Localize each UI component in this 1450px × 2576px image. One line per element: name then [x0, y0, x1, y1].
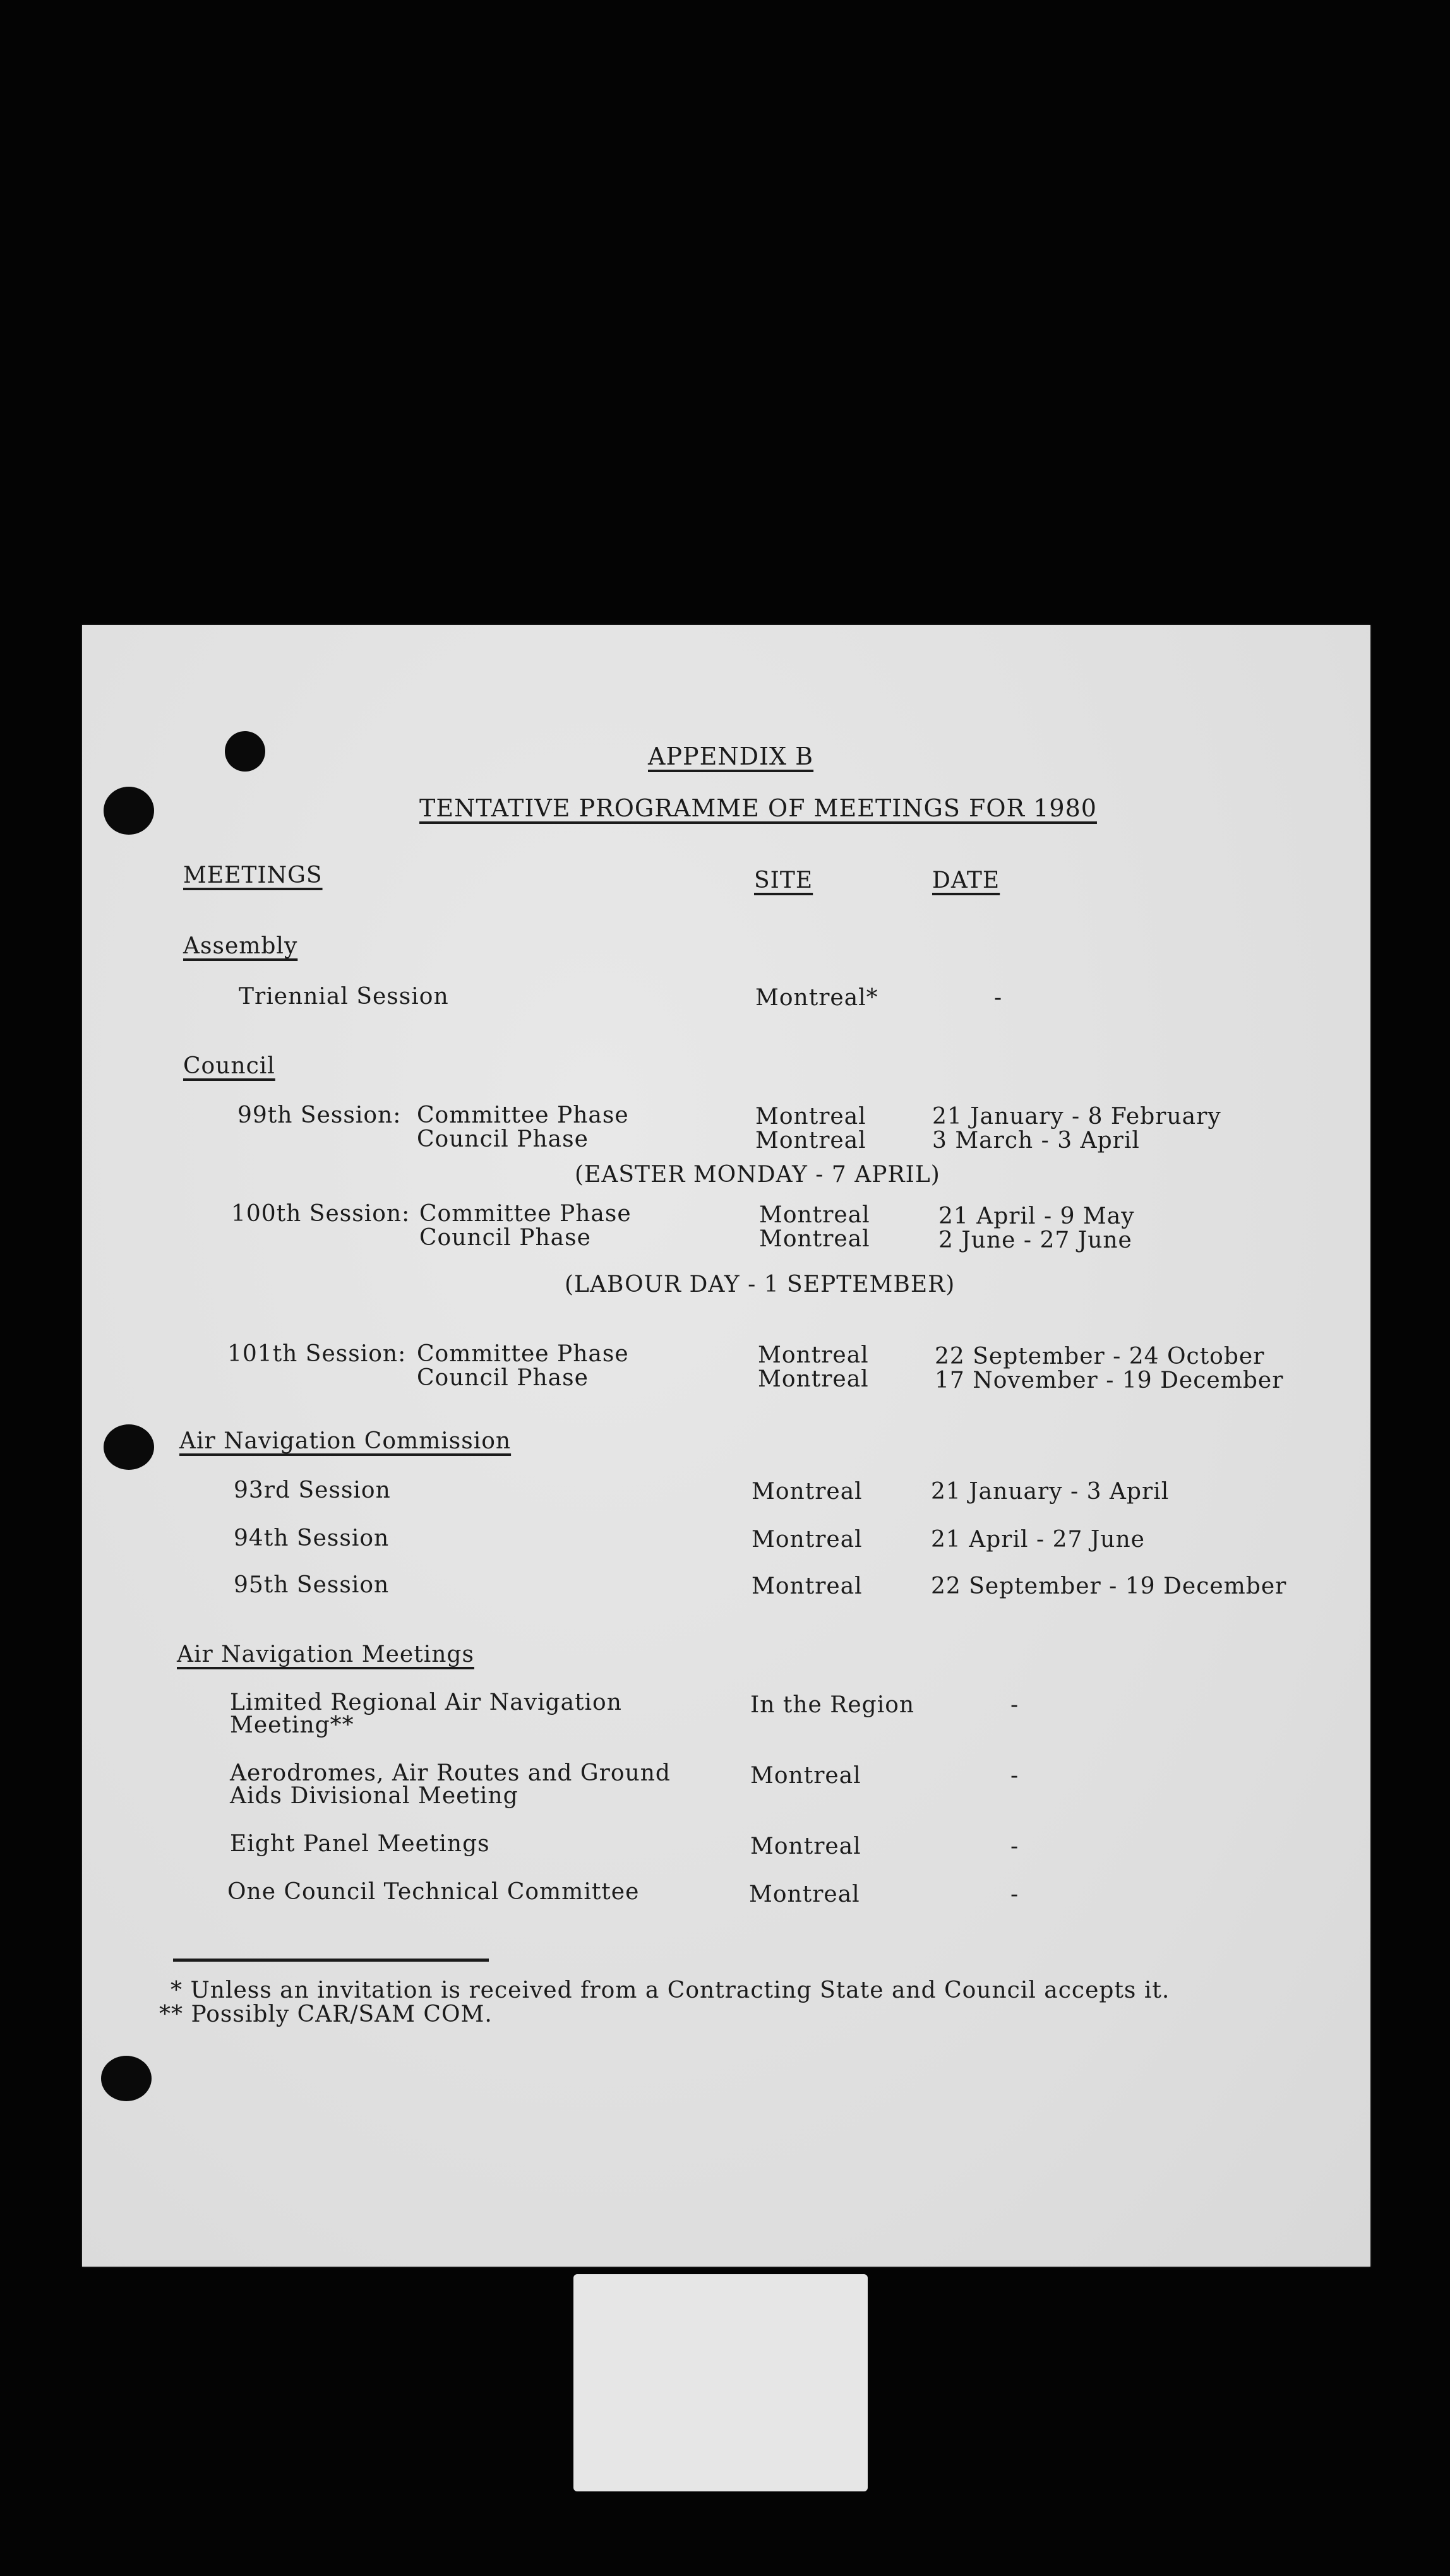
session-label: 100th Session: [231, 1201, 410, 1227]
column-header-date: DATE [932, 868, 1000, 893]
column-header-site: SITE [754, 868, 813, 893]
meeting-date: - [1010, 1881, 1019, 1907]
document-title: TENTATIVE PROGRAMME OF MEETINGS FOR 1980 [419, 794, 1097, 822]
meeting-label: One Council Technical Committee [227, 1879, 640, 1905]
holiday-note: (LABOUR DAY - 1 SEPTEMBER) [565, 1272, 956, 1297]
meeting-date: - [1010, 1834, 1019, 1859]
meeting-site: Montreal [752, 1527, 863, 1553]
section-heading-council: Council [183, 1053, 275, 1079]
meeting-date: 22 September - 24 October [935, 1344, 1265, 1369]
meeting-label-cont: Aids Divisional Meeting [230, 1783, 518, 1809]
section-heading-assembly: Assembly [183, 933, 298, 959]
meeting-date: 21 January - 8 February [932, 1104, 1221, 1130]
section-heading-anc: Air Navigation Commission [179, 1428, 512, 1454]
phase-label: Council Phase [417, 1126, 589, 1152]
meeting-site: Montreal [758, 1366, 869, 1392]
phase-label: Committee Phase [417, 1341, 629, 1367]
punch-hole [101, 2056, 152, 2101]
meeting-site: In the Region [750, 1692, 915, 1718]
punch-hole [104, 1424, 154, 1470]
document-page [82, 625, 1370, 2267]
footnote-1: * Unless an invitation is received from a Contracting State and Council accepts it. [171, 1977, 1170, 2003]
punch-hole [225, 731, 265, 772]
meeting-site: Montreal [750, 1763, 861, 1789]
section-heading-anm: Air Navigation Meetings [177, 1642, 474, 1667]
meeting-date: 2 June - 27 June [938, 1227, 1132, 1253]
meeting-label: 94th Session [234, 1525, 390, 1551]
meeting-label: Limited Regional Air Navigation [230, 1690, 622, 1715]
meeting-site: Montreal [759, 1226, 870, 1252]
session-label: 99th Session: [237, 1102, 402, 1128]
meeting-label: 93rd Session [234, 1477, 391, 1503]
holiday-note: (EASTER MONDAY - 7 APRIL) [575, 1162, 940, 1188]
meeting-label-cont: Meeting** [230, 1712, 354, 1738]
meeting-site: Montreal [755, 1104, 866, 1130]
meeting-date: 3 March - 3 April [932, 1128, 1140, 1154]
meeting-site: Montreal [752, 1479, 863, 1505]
meeting-date: 21 April - 27 June [931, 1527, 1145, 1553]
meeting-date: - [994, 985, 1003, 1011]
meeting-site: Montreal* [755, 985, 878, 1011]
meeting-label: 95th Session [234, 1572, 390, 1598]
meeting-date: - [1010, 1692, 1019, 1718]
meeting-site: Montreal [750, 1834, 861, 1859]
meeting-date: 17 November - 19 December [935, 1368, 1284, 1393]
phase-label: Council Phase [417, 1365, 589, 1391]
punch-hole [104, 787, 154, 835]
meeting-date: 22 September - 19 December [931, 1573, 1287, 1599]
meeting-site: Montreal [758, 1342, 869, 1368]
meeting-label: Aerodromes, Air Routes and Ground [230, 1760, 671, 1786]
meeting-label: Triennial Session [239, 984, 449, 1010]
meeting-date: - [1010, 1763, 1019, 1789]
meeting-label: Eight Panel Meetings [230, 1831, 490, 1857]
meeting-site: Montreal [752, 1573, 863, 1599]
session-label: 101th Session: [227, 1341, 407, 1367]
meeting-site: Montreal [749, 1881, 860, 1907]
column-header-meetings: MEETINGS [183, 862, 323, 888]
meeting-site: Montreal [759, 1202, 870, 1228]
phase-label: Committee Phase [417, 1102, 629, 1128]
blank-card [573, 2274, 868, 2491]
phase-label: Council Phase [419, 1225, 591, 1251]
footnote-2: ** Possibly CAR/SAM COM. [159, 2001, 493, 2027]
meeting-date: 21 April - 9 May [938, 1203, 1135, 1229]
meeting-site: Montreal [755, 1128, 866, 1154]
footnote-divider [173, 1959, 489, 1962]
appendix-label: APPENDIX B [648, 742, 814, 770]
phase-label: Committee Phase [419, 1201, 632, 1227]
meeting-date: 21 January - 3 April [931, 1479, 1170, 1505]
